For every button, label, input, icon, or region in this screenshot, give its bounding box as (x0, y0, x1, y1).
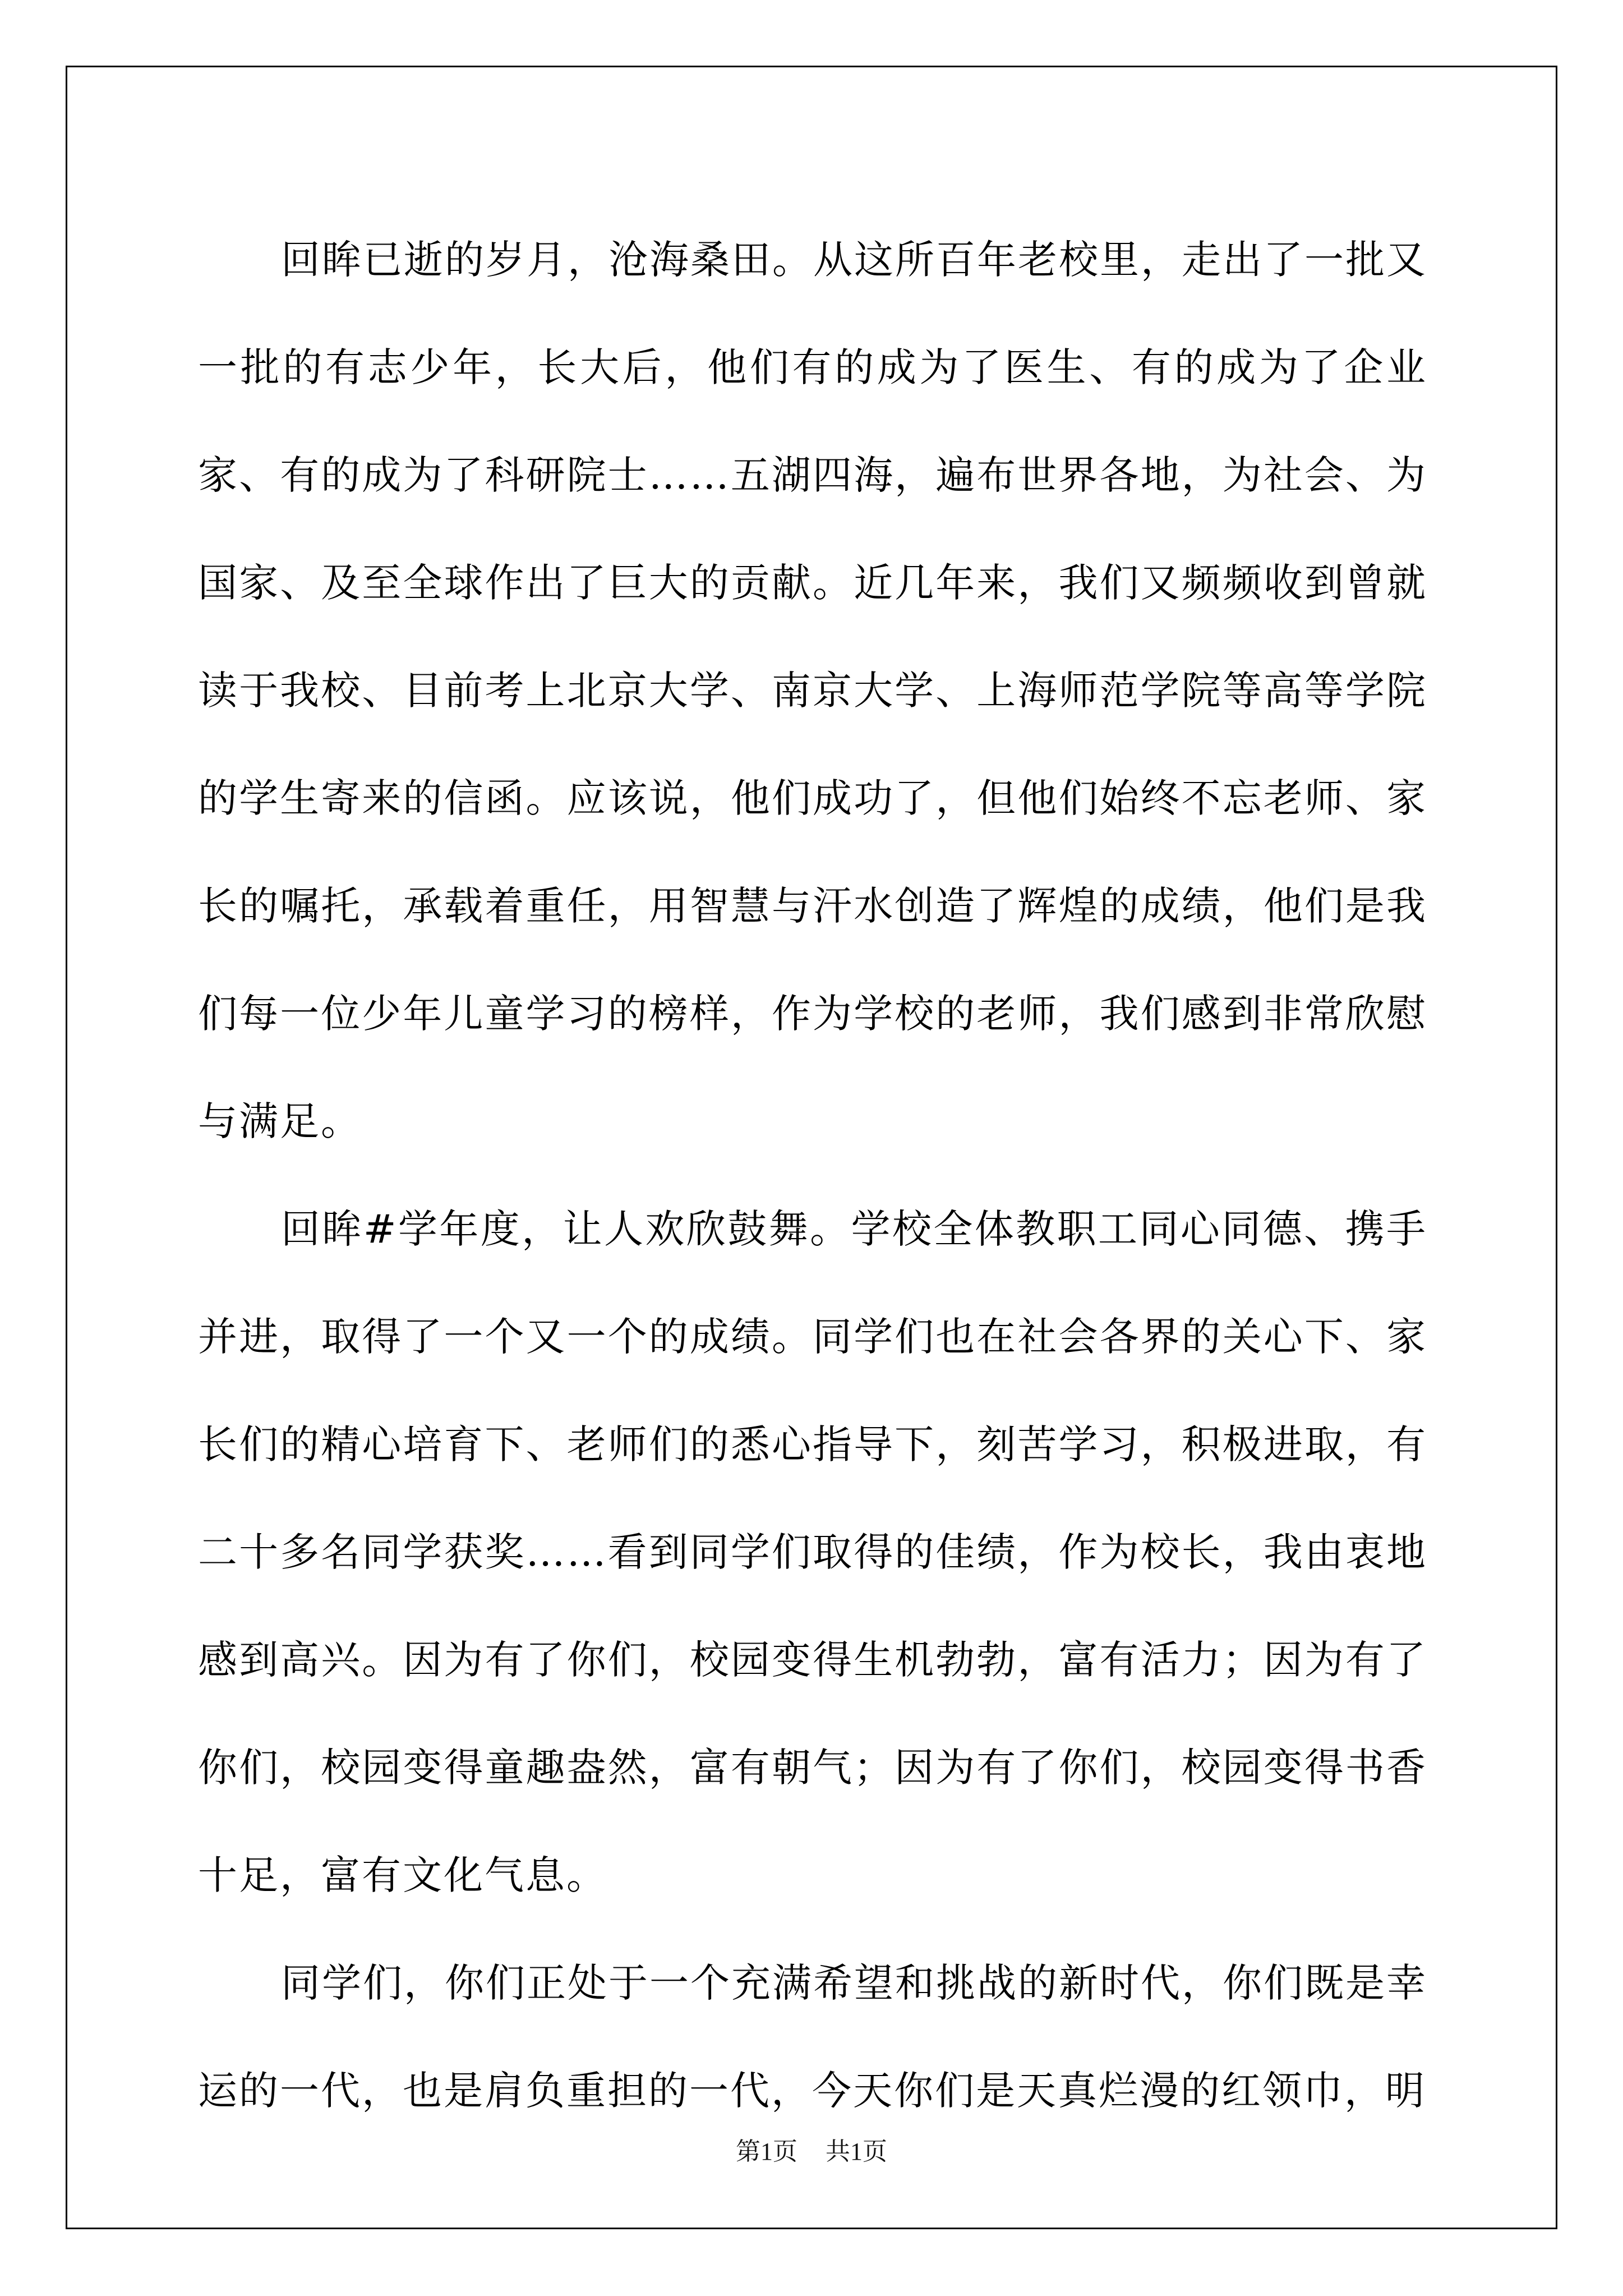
paragraph-2: 回眸#学年度，让人欢欣鼓舞。学校全体教职工同心同德、携手并进，取得了一个又一个的成绩。同学们也在社会各界的关心下、家长们的精心培育下、老师们的悉心指导下，刻苦学习，积极进取，有二十多名同学获奖……看到同学们取得的佳绩，作为校长，我由衷地感到高兴。因为有了你们，校园变得生机勃勃，富有活力；因为有了你们，校园变得童趣盎然，富有朝气；因为有了你们，校园变得书香十足，富有文化气息。 (198, 1206, 1427, 1898)
paragraph-1: 回眸已逝的岁月，沧海桑田。从这所百年老校里，走出了一批又一批的有志少年，长大后，他们有的成为了医生、有的成为了企业家、有的成为了科研院士……五湖四海，遍布世界各地，为社会、为国家、及至全球作出了巨大的贡献。近几年来，我们又频频收到曾就读于我校、目前考上北京大学、南京大学、上海师范学院等高等学院的学生寄来的信函。应该说，他们成功了，但他们始终不忘老师、家长的嘱托，承载着重任，用智慧与汗水创造了辉煌的成绩，他们是我们每一位少年儿童学习的榜样，作为学校的老师，我们感到非常欣慰与满足。 (198, 237, 1427, 1144)
page-number-total: 共1页 (826, 2138, 887, 2165)
page-footer (0, 2135, 1623, 2169)
page-number-current: 第1页 (736, 2138, 797, 2165)
paragraph-3: 同学们，你们正处于一个充满希望和挑战的新时代，你们既是幸运的一代，也是肩负重担的一代，今天你们是天真烂漫的红领巾，明 (198, 1960, 1427, 2114)
document-body (198, 206, 1427, 2145)
